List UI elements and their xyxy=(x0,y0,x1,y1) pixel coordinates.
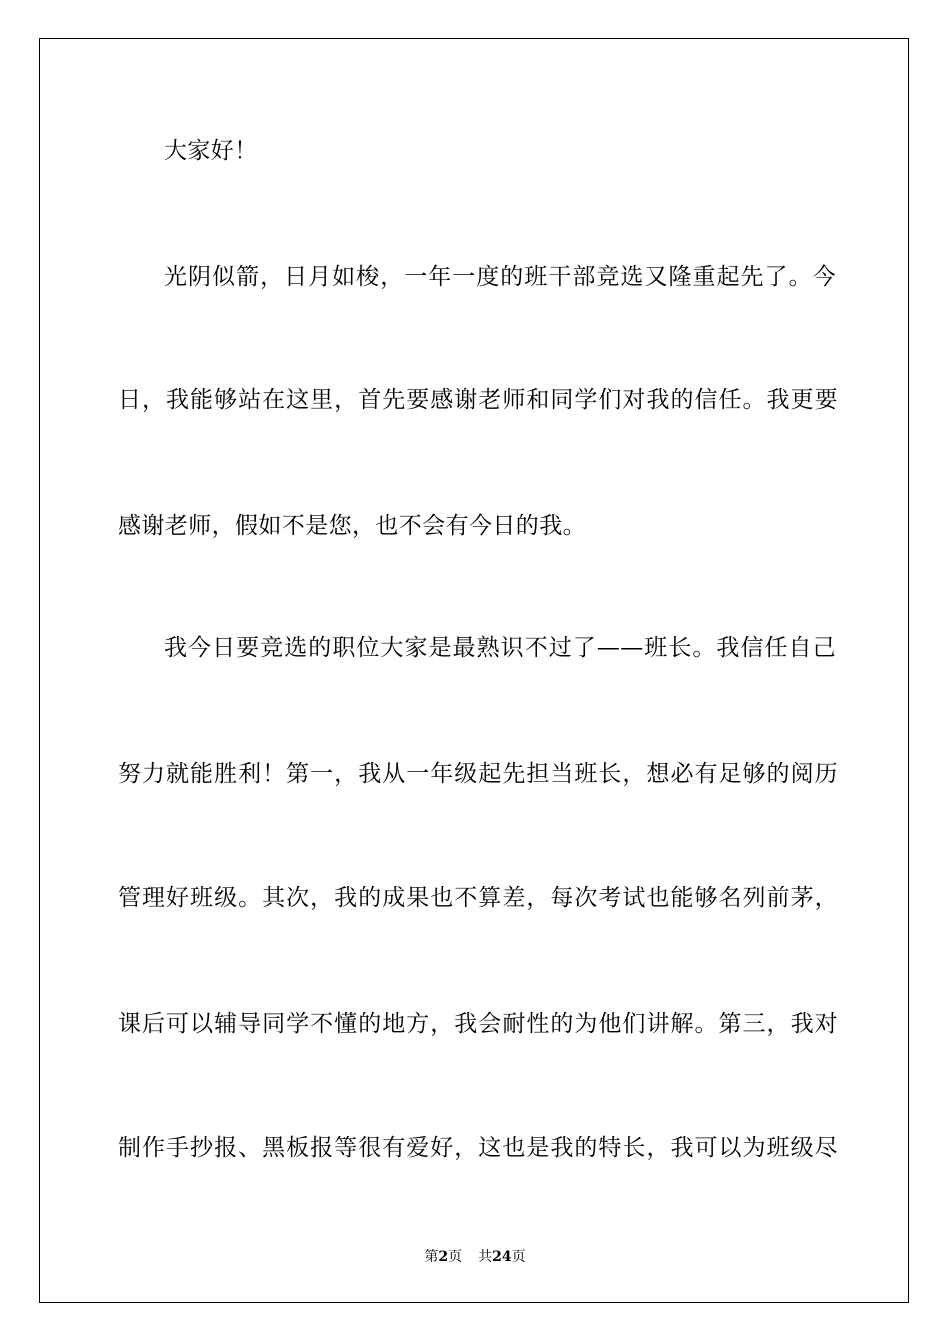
footer-page-suffix: 页 xyxy=(448,1249,463,1265)
footer-page-number: 2 xyxy=(438,1249,449,1265)
paragraph-1-line-2: 日，我能够站在这里，首先要感谢老师和同学们对我的信任。我更要 xyxy=(118,387,838,413)
page-footer xyxy=(0,1248,950,1266)
paragraph-2-line-4: 课后可以辅导同学不懂的地方，我会耐性的为他们讲解。第三，我对 xyxy=(118,1011,838,1037)
footer-total-suffix: 页 xyxy=(511,1249,526,1265)
paragraph-2-line-3: 管理好班级。其次，我的成果也不算差，每次考试也能够名列前茅， xyxy=(118,885,838,911)
paragraph-2-line-1: 我今日要竞选的职位大家是最熟识不过了——班长。我信任自己 xyxy=(164,635,836,661)
footer-page-prefix: 第 xyxy=(424,1249,439,1265)
paragraph-2-line-2: 努力就能胜利！第一，我从一年级起先担当班长，想必有足够的阅历 xyxy=(118,761,838,787)
page-border xyxy=(39,38,909,1303)
footer-total-prefix: 共 xyxy=(478,1249,493,1265)
footer-total-pages: 24 xyxy=(492,1249,512,1265)
paragraph-1-line-3: 感谢老师，假如不是您，也不会有今日的我。 xyxy=(118,513,586,539)
paragraph-2-line-5: 制作手抄报、黑板报等很有爱好，这也是我的特长，我可以为班级尽 xyxy=(118,1135,838,1161)
greeting-line: 大家好！ xyxy=(164,138,258,164)
paragraph-1-line-1: 光阴似箭，日月如梭，一年一度的班干部竞选又隆重起先了。今 xyxy=(164,264,836,290)
